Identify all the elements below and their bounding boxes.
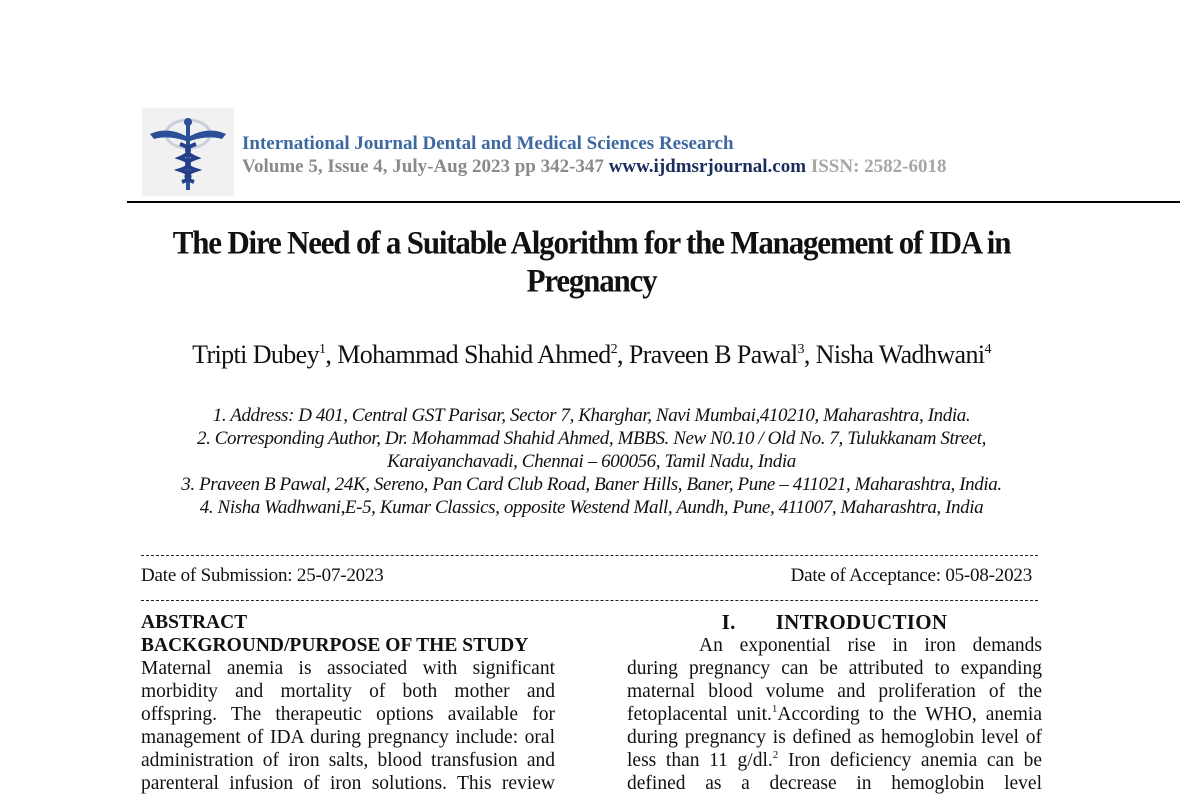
section-number: I. <box>721 610 736 634</box>
date-submission: Date of Submission: 25-07-2023 <box>141 565 384 586</box>
author-name: Mohammad Shahid Ahmed <box>337 340 611 369</box>
abstract-column <box>141 611 555 795</box>
section-title: INTRODUCTION <box>775 610 948 634</box>
dashed-divider-bottom <box>141 600 1038 601</box>
intro-line: maternal blood volume and proliferation of the <box>627 681 1042 702</box>
journal-logo <box>142 108 234 196</box>
intro-text: less than 11 g/dl. <box>627 750 773 771</box>
intro-text: Iron deficiency anemia can be <box>787 750 1043 771</box>
intro-text: fetoplacental unit. <box>627 704 772 725</box>
affiliation-1: 1. Address: D 401, Central GST Parisar, Sector 7, Kharghar, Navi Mumbai,410210, Maharashtra, India. <box>212 405 971 426</box>
dashed-divider-top <box>141 555 1038 556</box>
abstract-line: parenteral infusion of iron solutions. This review <box>141 773 555 794</box>
journal-website-link[interactable]: www.ijdmsrjournal.com <box>608 156 807 177</box>
author-name: Nisha Wadhwani <box>815 340 985 369</box>
journal-volume-line <box>242 156 946 178</box>
abstract-subheading: BACKGROUND/PURPOSE OF THE STUDY <box>141 635 529 656</box>
intro-text: According to the WHO, anemia <box>777 704 1043 725</box>
author-sup: 4 <box>984 342 991 357</box>
intro-line <box>627 703 1042 726</box>
affiliation-3: 3. Praveen B Pawal, 24K, Sereno, Pan Card Club Road, Baner Hills, Baner, Pune – 411021, Maharashtra, India. <box>181 474 1002 495</box>
caduceus-icon <box>142 108 234 196</box>
introduction-heading <box>627 611 1042 634</box>
date-acceptance: Date of Acceptance: 05-08-2023 <box>790 565 1032 586</box>
dates-row <box>141 565 1032 587</box>
author-name: Tripti Dubey <box>192 340 320 369</box>
introduction-column <box>627 611 1042 795</box>
author-list: Tripti Dubey$^1$, Mohammad Shahid Ahmed$^2$, Praveen B Pawal$^3$, Nisha Wadhwani$^4$ <box>192 340 991 369</box>
abstract-line: management of IDA during pregnancy include: oral <box>141 727 555 748</box>
intro-line: An exponential rise in iron demands <box>699 635 1042 656</box>
intro-line <box>627 749 1042 772</box>
author-sup: 3 <box>797 342 804 357</box>
intro-line: during pregnancy can be attributed to expanding <box>627 658 1042 679</box>
citation-ref: 2 <box>772 749 779 761</box>
author-name: Praveen B Pawal <box>628 340 798 369</box>
author-sup: 2 <box>610 342 618 357</box>
journal-title: International Journal Dental and Medical Sciences Research <box>242 133 734 154</box>
affiliation-4: 4. Nisha Wadhwani,E-5, Kumar Classics, opposite Westend Mall, Aundh, Pune, 411007, Maharashtra, India <box>199 497 984 518</box>
intro-line: defined as a decrease in hemoglobin level <box>627 773 1042 794</box>
abstract-line: administration of iron salts, blood transfusion and <box>141 750 555 771</box>
abstract-line: morbidity and mortality of both mother and <box>141 681 555 702</box>
affiliation-2: 2. Corresponding Author, Dr. Mohammad Shahid Ahmed, MBBS. New N0.10 / Old No. 7, Tulukkanam Street, Karaiyanchavadi, Chennai – 600056, Tamil Nadu, India <box>196 428 986 472</box>
abstract-heading: ABSTRACT <box>141 612 248 633</box>
header-divider <box>127 201 1180 203</box>
intro-line: during pregnancy is defined as hemoglobin level of <box>627 727 1042 748</box>
abstract-line: offspring. The therapeutic options available for <box>141 704 555 725</box>
citation-ref: 1 <box>771 703 778 715</box>
author-sup: 1 <box>319 342 326 357</box>
issn: ISSN: 2582-6018 <box>810 156 947 177</box>
volume-info: Volume 5, Issue 4, July-Aug 2023 pp 342-347 <box>242 156 604 177</box>
abstract-line: Maternal anemia is associated with significant <box>141 658 555 679</box>
affiliations <box>140 404 1043 519</box>
paper-title: The Dire Need of a Suitable Algorithm for the Management of IDA in Pregnancy <box>172 224 1011 299</box>
